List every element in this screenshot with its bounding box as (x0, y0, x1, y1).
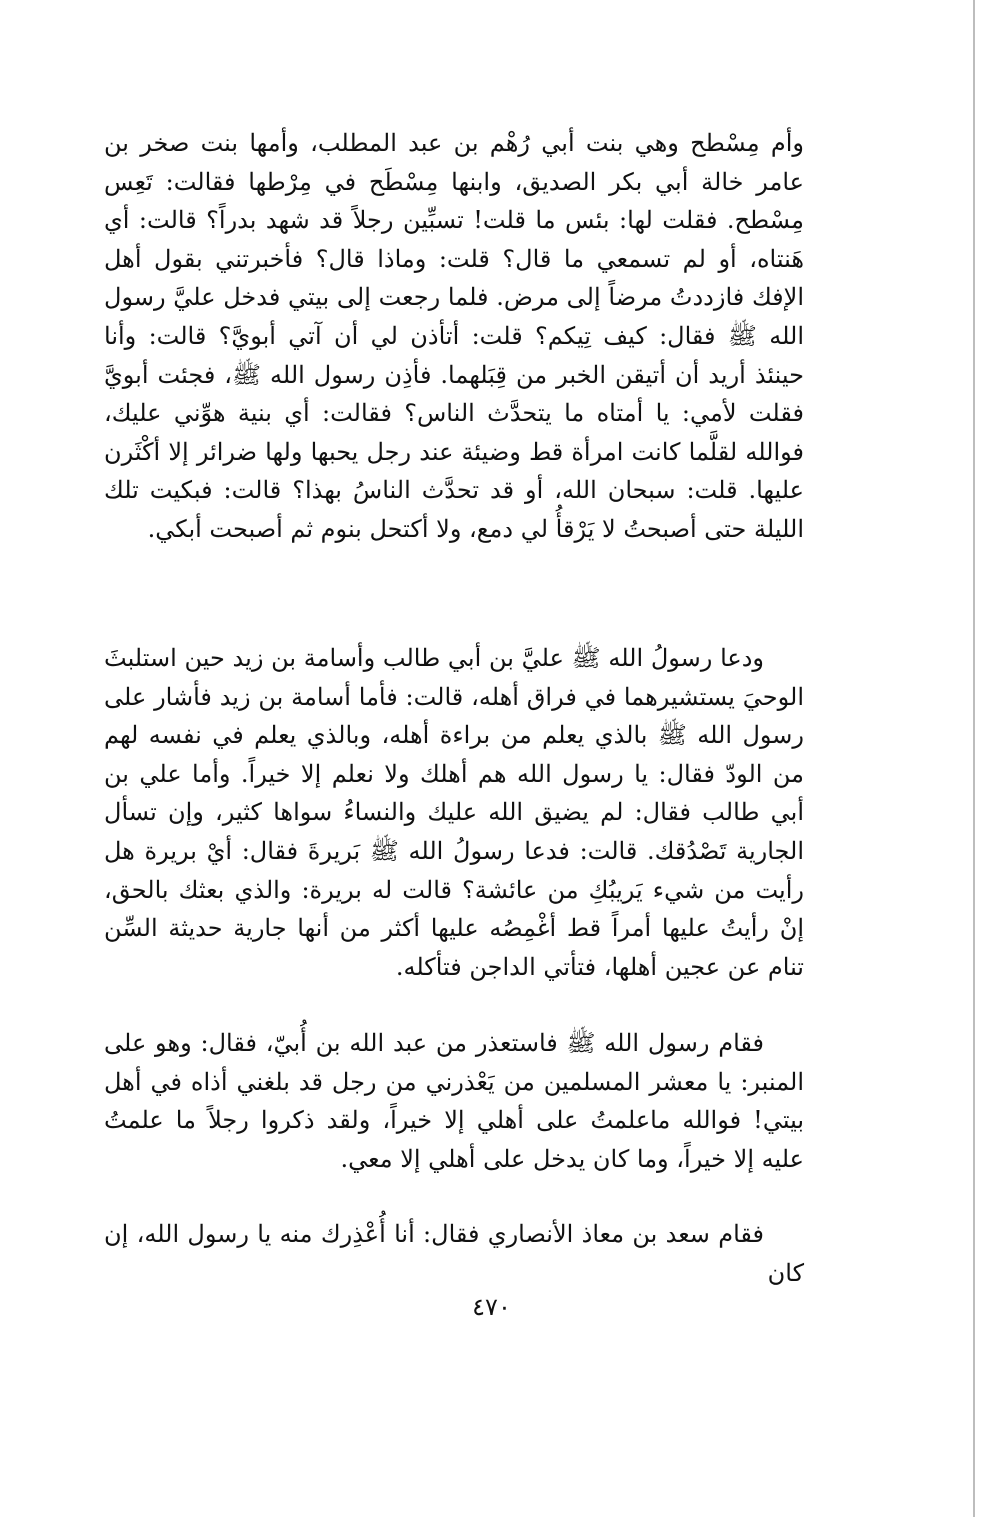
paragraph-4: فقام سعد بن معاذ الأنصاري فقال: أنا أُعْذِرك منه يا رسول الله، إن كان (104, 1220, 804, 1287)
paragraph-3: فقام رسول الله ﷺ فاستعذر من عبد الله بن أُبيّ، فقال: وهو على المنبر: يا معشر المسلمين من يَعْذرني من رجل قد بلغني أذاه في أهل بيتي! فوالله ماعلمتُ على أهلي إلا خيراً، ولقد ذكروا رجلاً ما علمتُ عليه إلا خيراً، وما كان يدخل على أهلي إلا معي. (104, 1029, 804, 1173)
scan-edge-line (973, 0, 975, 1517)
page-number: ٤٧٠ (472, 1293, 511, 1321)
paragraph-1: وأم مِسْطح وهي بنت أبي رُهْم بن عبد المطلب، وأمها بنت صخر بن عامر خالة أبي بكر الصديق، وابنها مِسْطَح في مِرْطها فقالت: تَعِس مِسْطح. فقلت لها: بئس ما قلت! تسبِّين رجلاً قد شهد بدراً؟ قالت: أي هَنتاه، أو لم تسمعي ما قال؟ قلت: وماذا قال؟ فأخبرتني بقول أهل الإفك فازددتُ مرضاً إلى مرض. فلما رجعت إلى بيتي فدخل عليَّ رسول الله ﷺ فقال: كيف تِيكم؟ قلت: أتأذن لي أن آتي أبويَّ؟ قالت: وأنا حينئذ أريد أن أتيقن الخبر من قِبَلهما. فأذِن رسول الله ﷺ، فجئت أبويَّ فقلت لأمي: يا أمتاه ما يتحدَّث الناس؟ فقالت: أي بنية هوِّني عليك، فوالله لقلَّما كانت امرأة قط وضيئة عند رجل يحبها ولها ضرائر إلا أكْثَرن عليها. قلت: سبحان الله، أو قد تحدَّث الناسُ بهذا؟ قالت: فبكيت تلك الليلة حتى أصبحتُ لا يَرْقأُ لي دمع، ولا أكتحل بنوم ثم أصبحت أبكي. (104, 129, 805, 543)
paragraph-2: ودعا رسولُ الله ﷺ عليَّ بن أبي طالب وأسامة بن زيد حين استلبثَ الوحيَ يستشيرهما في فراق أهله، قالت: فأما أسامة بن زيد فأشار على رسول الله ﷺ بالذي يعلم من براءة أهله، وبالذي يعلم في نفسه لهم من الودّ فقال: يا رسول الله هم أهلك ولا نعلم إلا خيراً. وأما علي بن أبي طالب فقال: لم يضيق الله عليك والنساءُ سواها كثير، وإن تسأل الجارية تَصْدُقك. قالت: فدعا رسولُ الله ﷺ بَريرةَ فقال: أيْ بريرة هل رأيت من شيء يَريبُكِ من عائشة؟ قالت له بريرة: والذي بعثك بالحق، إنْ رأيتُ عليها أمراً قط أغْمِصُه عليها أكثر من أنها جارية حديثة السِّن تنام عن عجين أهلها، فتأتي الداجن فتأكله. (104, 644, 804, 981)
